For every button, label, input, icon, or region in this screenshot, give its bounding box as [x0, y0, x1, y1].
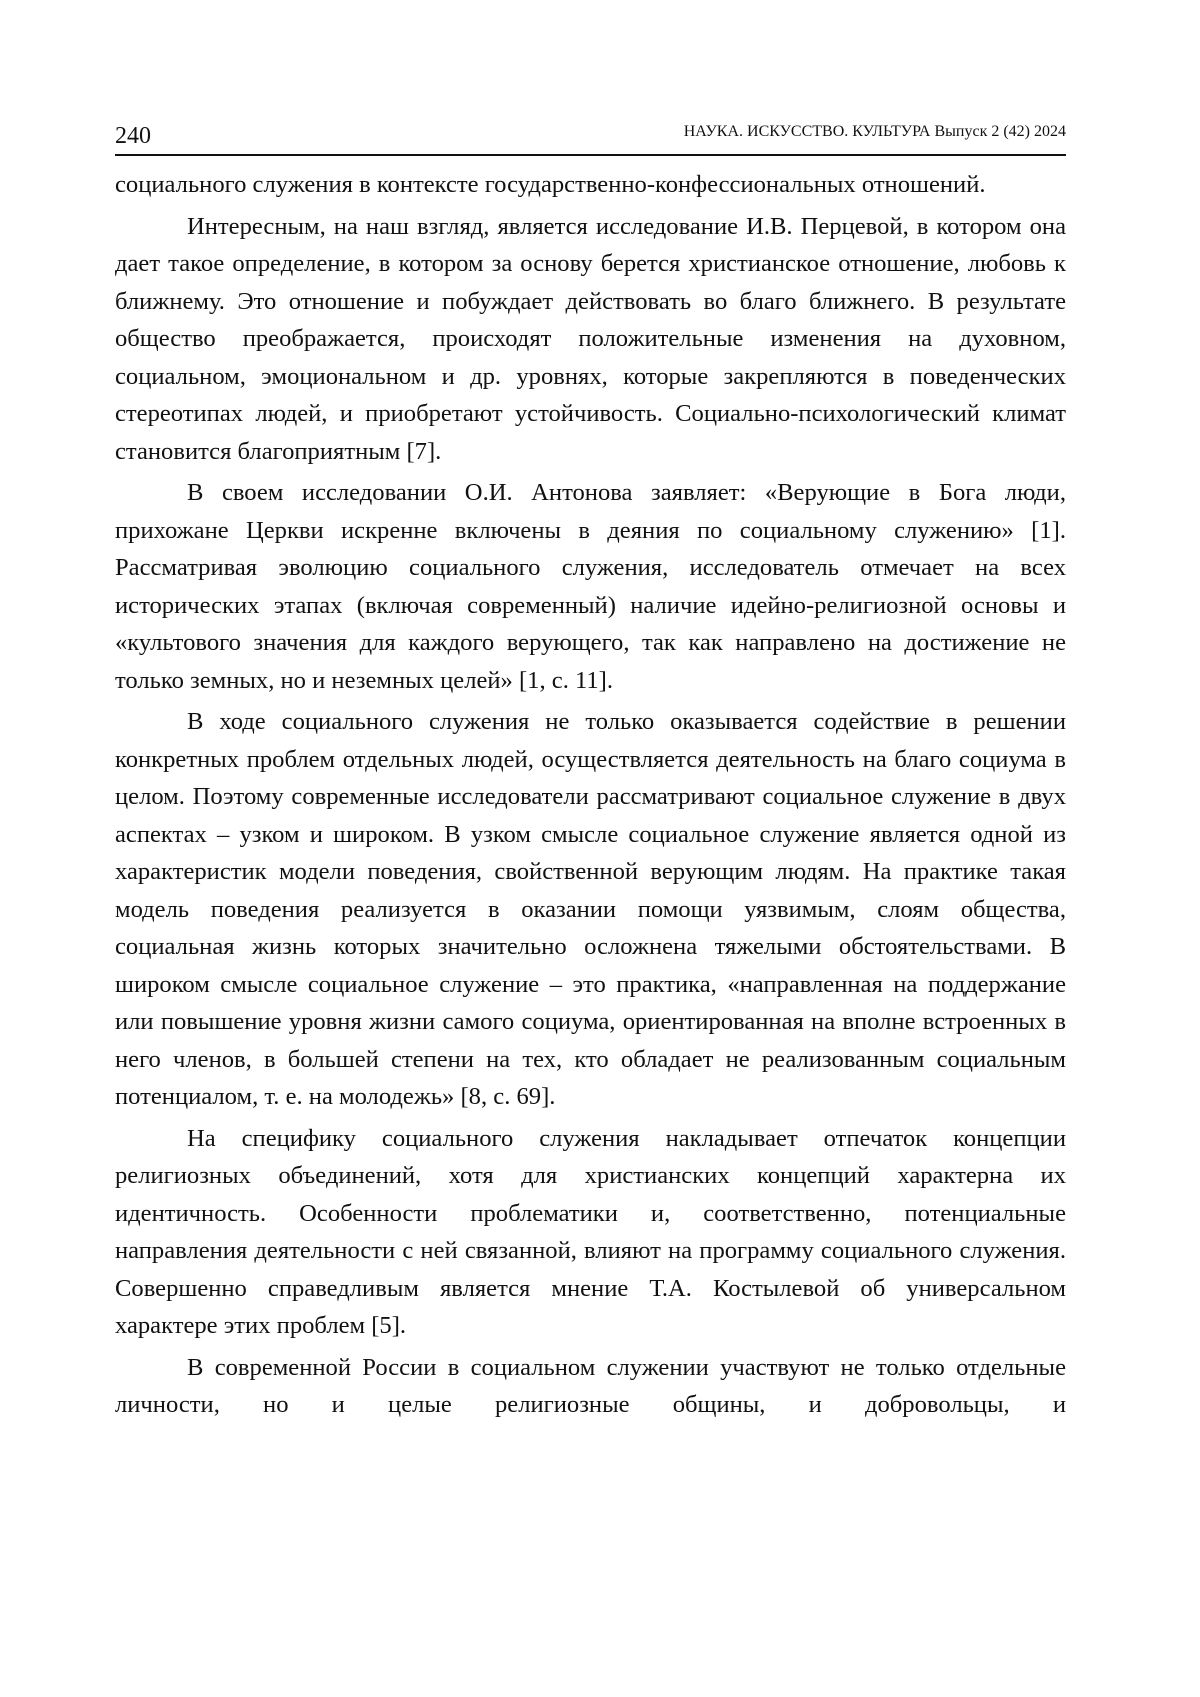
page-number: 240: [115, 123, 151, 149]
journal-info: НАУКА. ИСКУССТВО. КУЛЬТУРА Выпуск 2 (42) 2024: [683, 123, 1066, 140]
paragraph-antonova: В своем исследовании О.И. Антонова заявляет: «Верующие в Бога люди, прихожане Церкви искренне включены в деяния по социальному служению» [1]. Рассматривая эволюцию социального служения, исследователь отмечает на всех исторических этапах (включая современный) наличие идейно-религиозной основы и «культового значения для каждого верующего, так как направлено на достижение не только земных, но и неземных целей» [1, с. 11].: [115, 479, 1066, 694]
paragraph-modern-russia: В современной России в социальном служении участвуют не только отдельные личности, но и целые религиозные общины, и добровольцы, и: [115, 1353, 1066, 1418]
article-body: [115, 166, 1066, 1428]
paragraph-specifics: На специфику социального служения накладывает отпечаток концепции религиозных объединений, хотя для христианских концепций характерна их идентичность. Особенности проблематики и, соответственно, потенциальные направления деятельности с ней связанной, влияют на программу социального служения. Совершенно справедливым является мнение Т.А. Костылевой об универсальном характере этих проблем [5].: [115, 1124, 1066, 1339]
paragraph-aspects: В ходе социального служения не только оказывается содействие в решении конкретных проблем отдельных людей, осуществляется деятельность на благо социума в целом. Поэтому современные исследователи рассматривают социальное служение в двух аспектах – узком и широком. В узком смысле социальное служение является одной из характеристик модели поведения, свойственной верующим людям. На практике такая модель поведения реализуется в оказании помощи уязвимым, слоям общества, социальная жизнь которых значительно осложнена тяжелыми обстоятельствами. В широком смысле социальное служение – это практика, «направленная на поддержание или повышение уровня жизни самого социума, ориентированная на вполне встроенных в него членов, в большей степени на тех, кто обладает не реализованным социальным потенциалом, т. е. на молодежь» [8, с. 69].: [115, 708, 1066, 1110]
running-header: [115, 118, 1066, 156]
paragraph-continued: социального служения в контексте государственно-конфессиональных отношений.: [115, 171, 986, 198]
paragraph-pertseva: Интересным, на наш взгляд, является исследование И.В. Перцевой, в котором она дает такое определение, в котором за основу берется христианское отношение, любовь к ближнему. Это отношение и побуждает действовать во благо ближнего. В результате общество преображается, происходят положительные изменения на духовном, социальном, эмоциональном и др. уровнях, которые закрепляются в поведенческих стереотипах людей, и приобретают устойчивость. Социально-психологический климат становится благоприятным [7].: [115, 212, 1066, 465]
